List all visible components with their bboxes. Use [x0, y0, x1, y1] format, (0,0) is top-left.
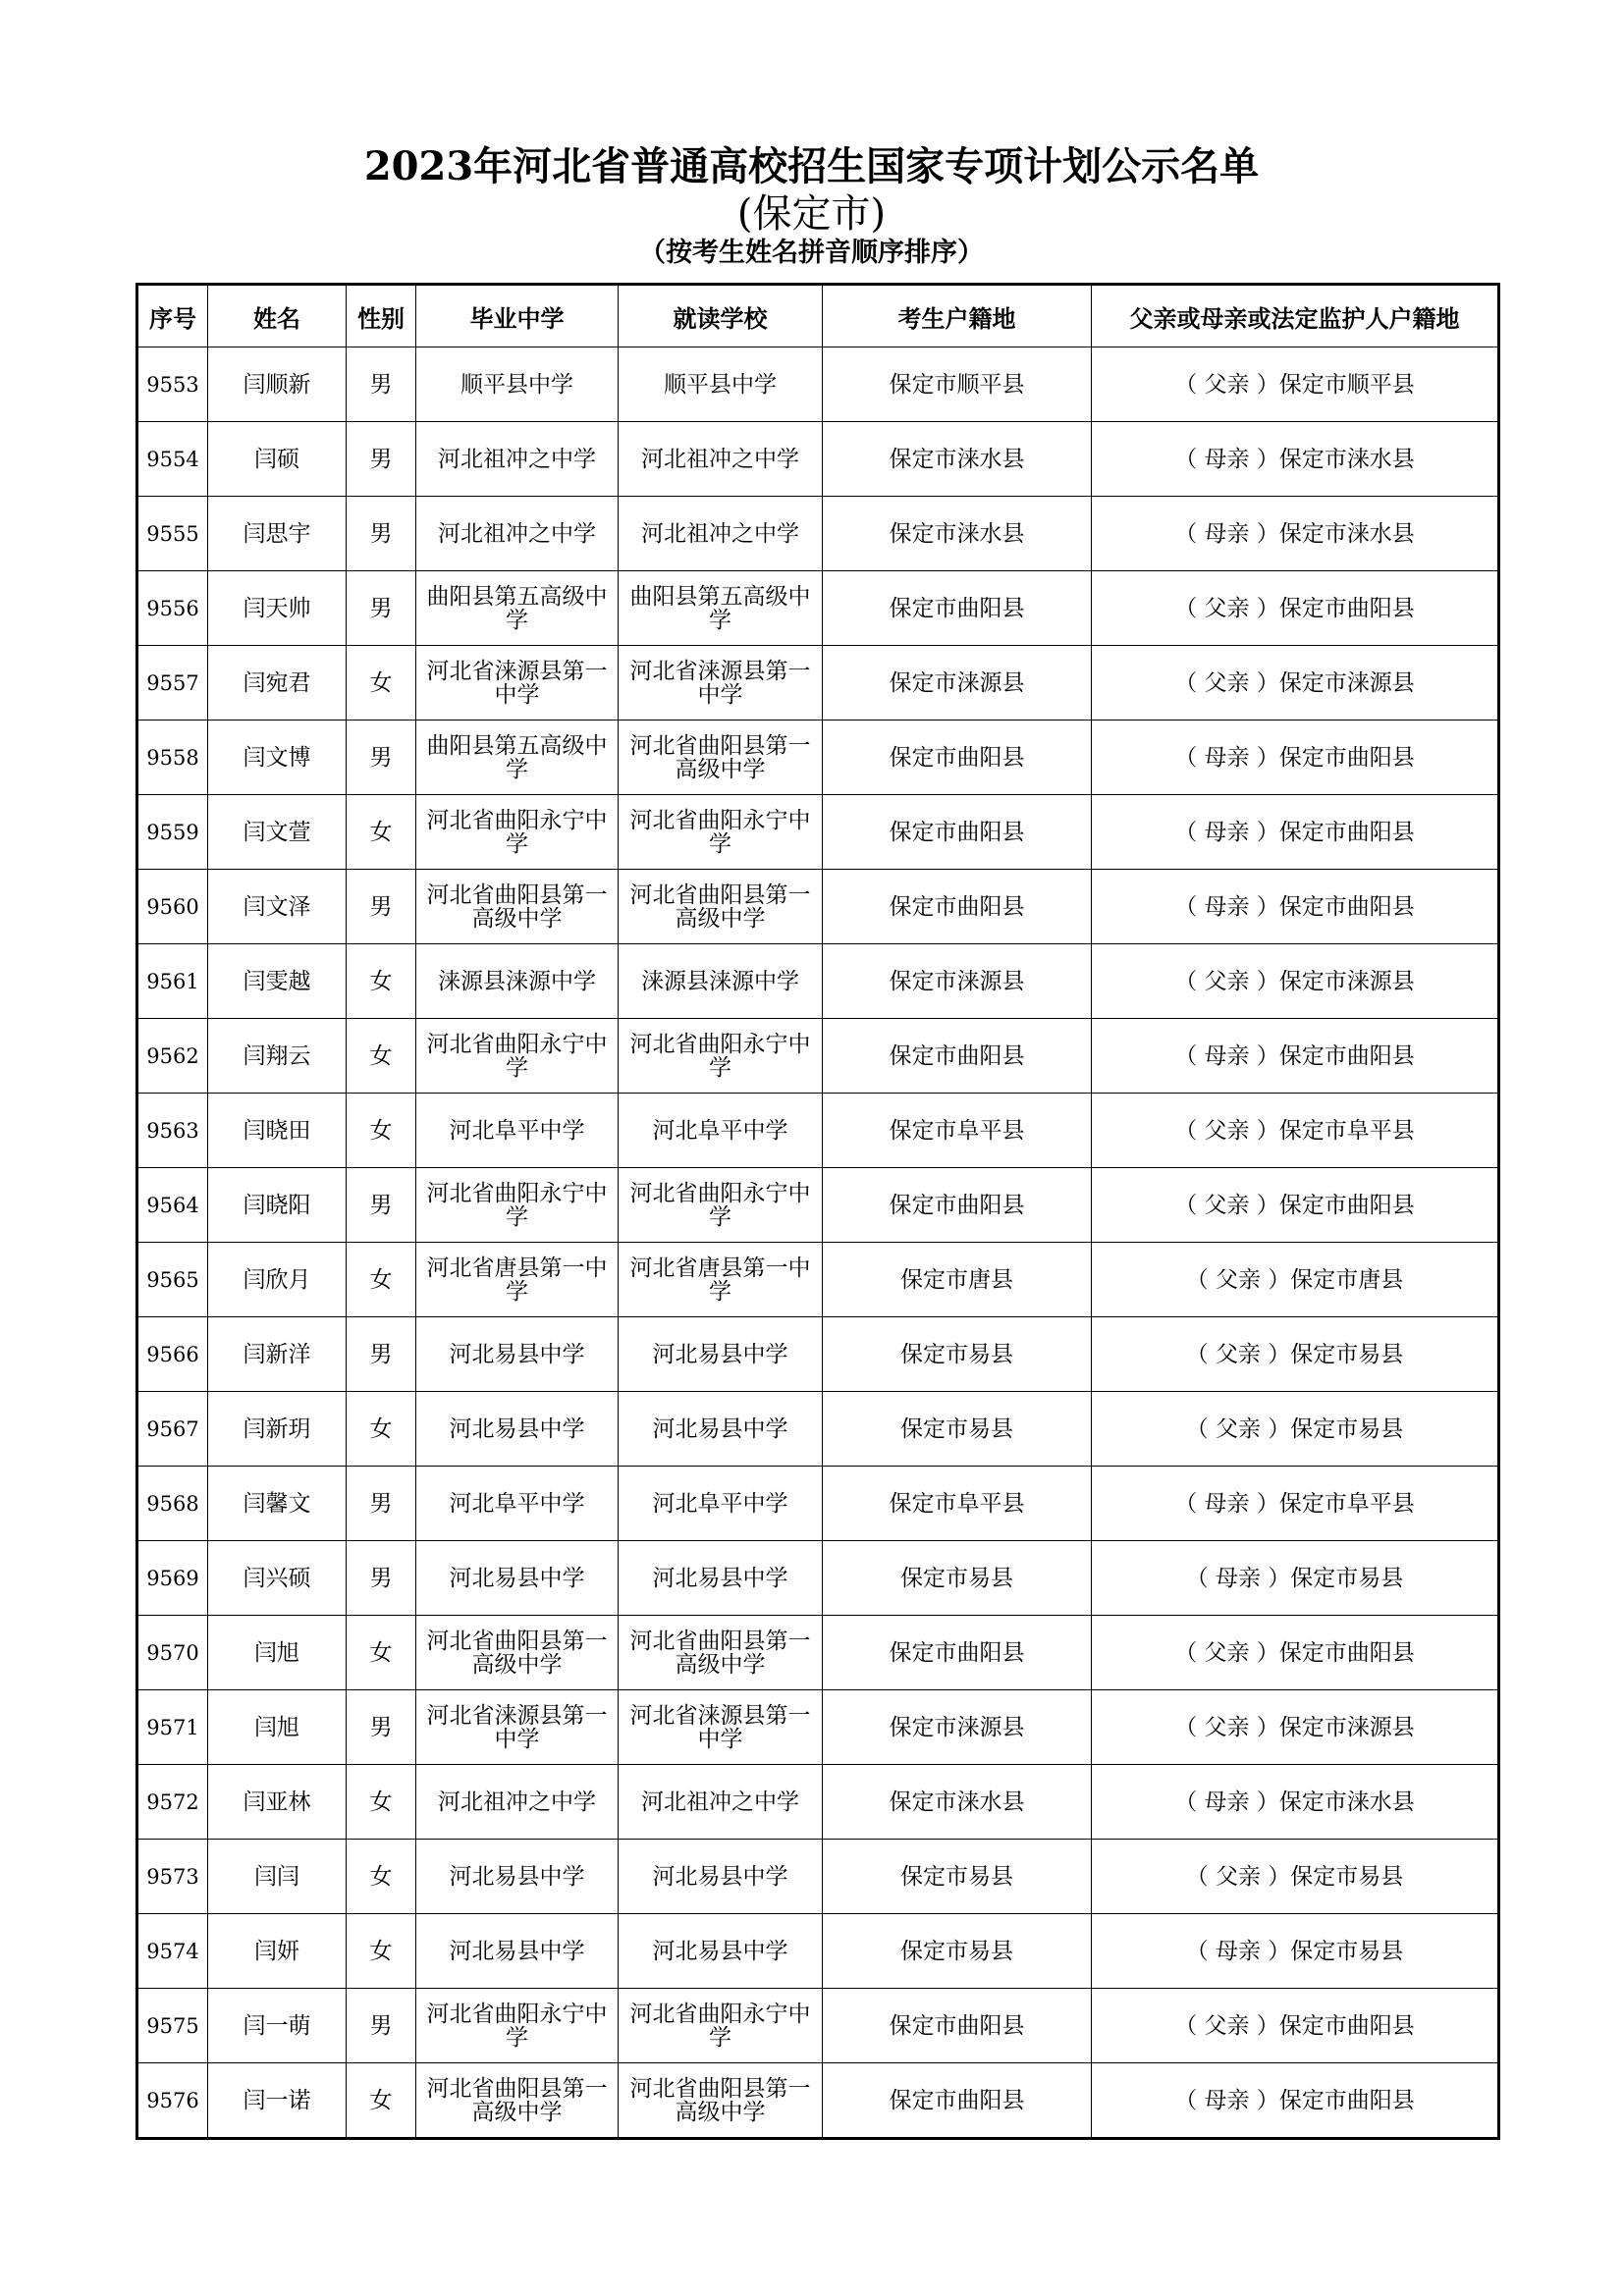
- cell-serial: 9554: [137, 422, 208, 497]
- cell-current-school: 曲阳县第五高级中学: [619, 571, 823, 646]
- cell-graduation-school: 涞源县涞源中学: [416, 944, 619, 1019]
- cell-graduation-school: 河北易县中学: [416, 1392, 619, 1467]
- cell-gender: 女: [347, 1914, 416, 1989]
- cell-student-domicile: 保定市涞源县: [823, 1690, 1092, 1765]
- cell-name: 闫新玥: [208, 1392, 347, 1467]
- cell-graduation-school: 河北易县中学: [416, 1541, 619, 1616]
- cell-graduation-school: 河北省涞源县第一中学: [416, 1690, 619, 1765]
- table-row: [137, 1616, 1499, 1690]
- cell-name: 闫亚林: [208, 1765, 347, 1840]
- table-row: [137, 1541, 1499, 1616]
- table-body: [137, 347, 1499, 2139]
- cell-serial: 9553: [137, 347, 208, 422]
- cell-guardian-domicile: （ 父亲 ）保定市曲阳县: [1092, 1168, 1499, 1243]
- cell-guardian-domicile: （ 母亲 ）保定市涞水县: [1092, 422, 1499, 497]
- cell-current-school: 河北省涞源县第一中学: [619, 646, 823, 721]
- cell-guardian-domicile: （ 母亲 ）保定市涞水县: [1092, 497, 1499, 571]
- cell-gender: 女: [347, 2063, 416, 2139]
- cell-gender: 男: [347, 1690, 416, 1765]
- table-row: [137, 870, 1499, 944]
- cell-current-school: 河北易县中学: [619, 1541, 823, 1616]
- cell-gender: 女: [347, 1765, 416, 1840]
- cell-guardian-domicile: （ 母亲 ）保定市易县: [1092, 1541, 1499, 1616]
- cell-graduation-school: 河北祖冲之中学: [416, 422, 619, 497]
- table-row: [137, 1989, 1499, 2063]
- cell-guardian-domicile: （ 母亲 ）保定市涞水县: [1092, 1765, 1499, 1840]
- table-row: [137, 347, 1499, 422]
- cell-guardian-domicile: （ 父亲 ）保定市曲阳县: [1092, 1989, 1499, 2063]
- cell-current-school: 河北省涞源县第一中学: [619, 1690, 823, 1765]
- cell-guardian-domicile: （ 母亲 ）保定市易县: [1092, 1914, 1499, 1989]
- table-row: [137, 1840, 1499, 1914]
- table-row: [137, 1094, 1499, 1168]
- cell-gender: 男: [347, 1168, 416, 1243]
- cell-name: 闫文泽: [208, 870, 347, 944]
- header-student-domicile: 考生户籍地: [823, 285, 1092, 347]
- cell-name: 闫顺新: [208, 347, 347, 422]
- page-subtitle-city: (保定市): [736, 191, 887, 237]
- cell-serial: 9565: [137, 1243, 208, 1317]
- table-row: [137, 1392, 1499, 1467]
- cell-serial: 9574: [137, 1914, 208, 1989]
- cell-name: 闫兴硕: [208, 1541, 347, 1616]
- cell-serial: 9570: [137, 1616, 208, 1690]
- cell-graduation-school: 河北省曲阳县第一高级中学: [416, 1616, 619, 1690]
- page-title: 2023年河北省普通高校招生国家专项计划公示名单: [363, 143, 1260, 189]
- cell-graduation-school: 河北阜平中学: [416, 1094, 619, 1168]
- cell-serial: 9569: [137, 1541, 208, 1616]
- cell-student-domicile: 保定市易县: [823, 1914, 1092, 1989]
- cell-name: 闫天帅: [208, 571, 347, 646]
- cell-serial: 9575: [137, 1989, 208, 2063]
- cell-student-domicile: 保定市涞水县: [823, 1765, 1092, 1840]
- table-row: [137, 1914, 1499, 1989]
- header-name: 姓名: [208, 285, 347, 347]
- cell-student-domicile: 保定市曲阳县: [823, 571, 1092, 646]
- cell-current-school: 顺平县中学: [619, 347, 823, 422]
- cell-name: 闫闫: [208, 1840, 347, 1914]
- cell-guardian-domicile: （ 母亲 ）保定市曲阳县: [1092, 870, 1499, 944]
- table-row: [137, 497, 1499, 571]
- cell-graduation-school: 河北易县中学: [416, 1840, 619, 1914]
- cell-graduation-school: 河北阜平中学: [416, 1467, 619, 1541]
- cell-gender: 男: [347, 1317, 416, 1392]
- cell-name: 闫旭: [208, 1616, 347, 1690]
- cell-serial: 9555: [137, 497, 208, 571]
- header-current-school: 就读学校: [619, 285, 823, 347]
- cell-name: 闫文博: [208, 721, 347, 795]
- cell-student-domicile: 保定市易县: [823, 1392, 1092, 1467]
- admission-list-table: [135, 283, 1500, 2140]
- cell-serial: 9558: [137, 721, 208, 795]
- header-gender: 性别: [347, 285, 416, 347]
- cell-serial: 9562: [137, 1019, 208, 1094]
- table-row: [137, 1317, 1499, 1392]
- table-row: [137, 1168, 1499, 1243]
- cell-gender: 男: [347, 870, 416, 944]
- cell-name: 闫一萌: [208, 1989, 347, 2063]
- table-row: [137, 1243, 1499, 1317]
- cell-name: 闫妍: [208, 1914, 347, 1989]
- cell-student-domicile: 保定市涞水县: [823, 422, 1092, 497]
- cell-serial: 9563: [137, 1094, 208, 1168]
- cell-guardian-domicile: （ 母亲 ）保定市阜平县: [1092, 1467, 1499, 1541]
- cell-gender: 男: [347, 347, 416, 422]
- cell-serial: 9568: [137, 1467, 208, 1541]
- cell-graduation-school: 河北省曲阳县第一高级中学: [416, 2063, 619, 2139]
- cell-current-school: 涞源县涞源中学: [619, 944, 823, 1019]
- cell-serial: 9571: [137, 1690, 208, 1765]
- cell-gender: 男: [347, 497, 416, 571]
- cell-gender: 女: [347, 1019, 416, 1094]
- cell-serial: 9559: [137, 795, 208, 870]
- cell-gender: 女: [347, 1243, 416, 1317]
- cell-current-school: 河北易县中学: [619, 1317, 823, 1392]
- cell-guardian-domicile: （ 父亲 ）保定市涞源县: [1092, 1690, 1499, 1765]
- cell-current-school: 河北省曲阳县第一高级中学: [619, 870, 823, 944]
- cell-current-school: 河北祖冲之中学: [619, 422, 823, 497]
- cell-graduation-school: 河北省曲阳永宁中学: [416, 1019, 619, 1094]
- cell-name: 闫新洋: [208, 1317, 347, 1392]
- table-row: [137, 2063, 1499, 2139]
- cell-student-domicile: 保定市易县: [823, 1840, 1092, 1914]
- cell-student-domicile: 保定市涞源县: [823, 944, 1092, 1019]
- cell-name: 闫欣月: [208, 1243, 347, 1317]
- cell-graduation-school: 河北祖冲之中学: [416, 1765, 619, 1840]
- cell-student-domicile: 保定市涞水县: [823, 497, 1092, 571]
- cell-current-school: 河北易县中学: [619, 1914, 823, 1989]
- table-row: [137, 1019, 1499, 1094]
- cell-name: 闫雯越: [208, 944, 347, 1019]
- cell-graduation-school: 河北省涞源县第一中学: [416, 646, 619, 721]
- cell-guardian-domicile: （ 父亲 ）保定市易县: [1092, 1392, 1499, 1467]
- cell-guardian-domicile: （ 父亲 ）保定市易县: [1092, 1840, 1499, 1914]
- cell-student-domicile: 保定市顺平县: [823, 347, 1092, 422]
- table-row: [137, 944, 1499, 1019]
- cell-graduation-school: 河北易县中学: [416, 1317, 619, 1392]
- cell-serial: 9572: [137, 1765, 208, 1840]
- cell-gender: 女: [347, 1616, 416, 1690]
- cell-graduation-school: 河北祖冲之中学: [416, 497, 619, 571]
- cell-gender: 男: [347, 422, 416, 497]
- cell-current-school: 河北易县中学: [619, 1840, 823, 1914]
- cell-current-school: 河北省曲阳县第一高级中学: [619, 1616, 823, 1690]
- table-row: [137, 721, 1499, 795]
- table-row: [137, 795, 1499, 870]
- cell-guardian-domicile: （ 父亲 ）保定市顺平县: [1092, 347, 1499, 422]
- cell-graduation-school: 河北省唐县第一中学: [416, 1243, 619, 1317]
- cell-current-school: 河北阜平中学: [619, 1094, 823, 1168]
- cell-serial: 9556: [137, 571, 208, 646]
- cell-current-school: 河北易县中学: [619, 1392, 823, 1467]
- cell-student-domicile: 保定市唐县: [823, 1243, 1092, 1317]
- cell-student-domicile: 保定市阜平县: [823, 1094, 1092, 1168]
- table-row: [137, 1690, 1499, 1765]
- cell-name: 闫翔云: [208, 1019, 347, 1094]
- cell-gender: 女: [347, 1840, 416, 1914]
- header-serial: 序号: [137, 285, 208, 347]
- cell-name: 闫文萱: [208, 795, 347, 870]
- cell-current-school: 河北省曲阳永宁中学: [619, 1168, 823, 1243]
- cell-current-school: 河北省曲阳县第一高级中学: [619, 721, 823, 795]
- cell-current-school: 河北省曲阳永宁中学: [619, 1989, 823, 2063]
- cell-graduation-school: 顺平县中学: [416, 347, 619, 422]
- cell-serial: 9560: [137, 870, 208, 944]
- cell-student-domicile: 保定市阜平县: [823, 1467, 1092, 1541]
- cell-gender: 女: [347, 1392, 416, 1467]
- cell-serial: 9576: [137, 2063, 208, 2139]
- cell-name: 闫宛君: [208, 646, 347, 721]
- cell-guardian-domicile: （ 母亲 ）保定市曲阳县: [1092, 795, 1499, 870]
- cell-name: 闫晓田: [208, 1094, 347, 1168]
- cell-gender: 男: [347, 1541, 416, 1616]
- cell-guardian-domicile: （ 父亲 ）保定市涞源县: [1092, 646, 1499, 721]
- cell-current-school: 河北省曲阳永宁中学: [619, 795, 823, 870]
- cell-graduation-school: 曲阳县第五高级中学: [416, 721, 619, 795]
- cell-guardian-domicile: （ 父亲 ）保定市曲阳县: [1092, 571, 1499, 646]
- cell-student-domicile: 保定市曲阳县: [823, 721, 1092, 795]
- cell-serial: 9564: [137, 1168, 208, 1243]
- cell-guardian-domicile: （ 父亲 ）保定市易县: [1092, 1317, 1499, 1392]
- table-header-row: [137, 285, 1499, 347]
- cell-student-domicile: 保定市曲阳县: [823, 795, 1092, 870]
- cell-student-domicile: 保定市涞源县: [823, 646, 1092, 721]
- cell-current-school: 河北祖冲之中学: [619, 1765, 823, 1840]
- cell-gender: 女: [347, 944, 416, 1019]
- cell-student-domicile: 保定市曲阳县: [823, 1168, 1092, 1243]
- cell-guardian-domicile: （ 父亲 ）保定市曲阳县: [1092, 1616, 1499, 1690]
- cell-current-school: 河北省曲阳县第一高级中学: [619, 2063, 823, 2139]
- page-sort-note: （按考生姓名拼音顺序排序）: [639, 238, 984, 268]
- cell-gender: 女: [347, 1094, 416, 1168]
- cell-graduation-school: 河北省曲阳永宁中学: [416, 1168, 619, 1243]
- cell-gender: 男: [347, 571, 416, 646]
- cell-name: 闫旭: [208, 1690, 347, 1765]
- cell-graduation-school: 曲阳县第五高级中学: [416, 571, 619, 646]
- cell-student-domicile: 保定市曲阳县: [823, 1019, 1092, 1094]
- cell-serial: 9561: [137, 944, 208, 1019]
- table-row: [137, 646, 1499, 721]
- cell-student-domicile: 保定市易县: [823, 1541, 1092, 1616]
- cell-current-school: 河北祖冲之中学: [619, 497, 823, 571]
- cell-graduation-school: 河北省曲阳永宁中学: [416, 1989, 619, 2063]
- cell-serial: 9573: [137, 1840, 208, 1914]
- cell-serial: 9567: [137, 1392, 208, 1467]
- cell-guardian-domicile: （ 父亲 ）保定市涞源县: [1092, 944, 1499, 1019]
- cell-current-school: 河北阜平中学: [619, 1467, 823, 1541]
- cell-name: 闫思宇: [208, 497, 347, 571]
- cell-gender: 男: [347, 1989, 416, 2063]
- cell-guardian-domicile: （ 父亲 ）保定市阜平县: [1092, 1094, 1499, 1168]
- table-row: [137, 571, 1499, 646]
- cell-name: 闫一诺: [208, 2063, 347, 2139]
- cell-student-domicile: 保定市易县: [823, 1317, 1092, 1392]
- header-guardian-domicile: 父亲或母亲或法定监护人户籍地: [1092, 285, 1499, 347]
- table-row: [137, 1765, 1499, 1840]
- cell-serial: 9557: [137, 646, 208, 721]
- table-row: [137, 1467, 1499, 1541]
- cell-graduation-school: 河北省曲阳永宁中学: [416, 795, 619, 870]
- cell-student-domicile: 保定市曲阳县: [823, 1616, 1092, 1690]
- cell-guardian-domicile: （ 母亲 ）保定市曲阳县: [1092, 721, 1499, 795]
- cell-guardian-domicile: （ 父亲 ）保定市唐县: [1092, 1243, 1499, 1317]
- cell-guardian-domicile: （ 母亲 ）保定市曲阳县: [1092, 2063, 1499, 2139]
- cell-current-school: 河北省曲阳永宁中学: [619, 1019, 823, 1094]
- cell-gender: 男: [347, 1467, 416, 1541]
- cell-gender: 女: [347, 795, 416, 870]
- header-graduation-school: 毕业中学: [416, 285, 619, 347]
- cell-name: 闫馨文: [208, 1467, 347, 1541]
- cell-serial: 9566: [137, 1317, 208, 1392]
- cell-gender: 女: [347, 646, 416, 721]
- cell-guardian-domicile: （ 母亲 ）保定市曲阳县: [1092, 1019, 1499, 1094]
- cell-name: 闫晓阳: [208, 1168, 347, 1243]
- cell-graduation-school: 河北易县中学: [416, 1914, 619, 1989]
- cell-current-school: 河北省唐县第一中学: [619, 1243, 823, 1317]
- cell-graduation-school: 河北省曲阳县第一高级中学: [416, 870, 619, 944]
- cell-student-domicile: 保定市曲阳县: [823, 870, 1092, 944]
- table-row: [137, 422, 1499, 497]
- cell-name: 闫硕: [208, 422, 347, 497]
- cell-student-domicile: 保定市曲阳县: [823, 1989, 1092, 2063]
- cell-student-domicile: 保定市曲阳县: [823, 2063, 1092, 2139]
- cell-gender: 男: [347, 721, 416, 795]
